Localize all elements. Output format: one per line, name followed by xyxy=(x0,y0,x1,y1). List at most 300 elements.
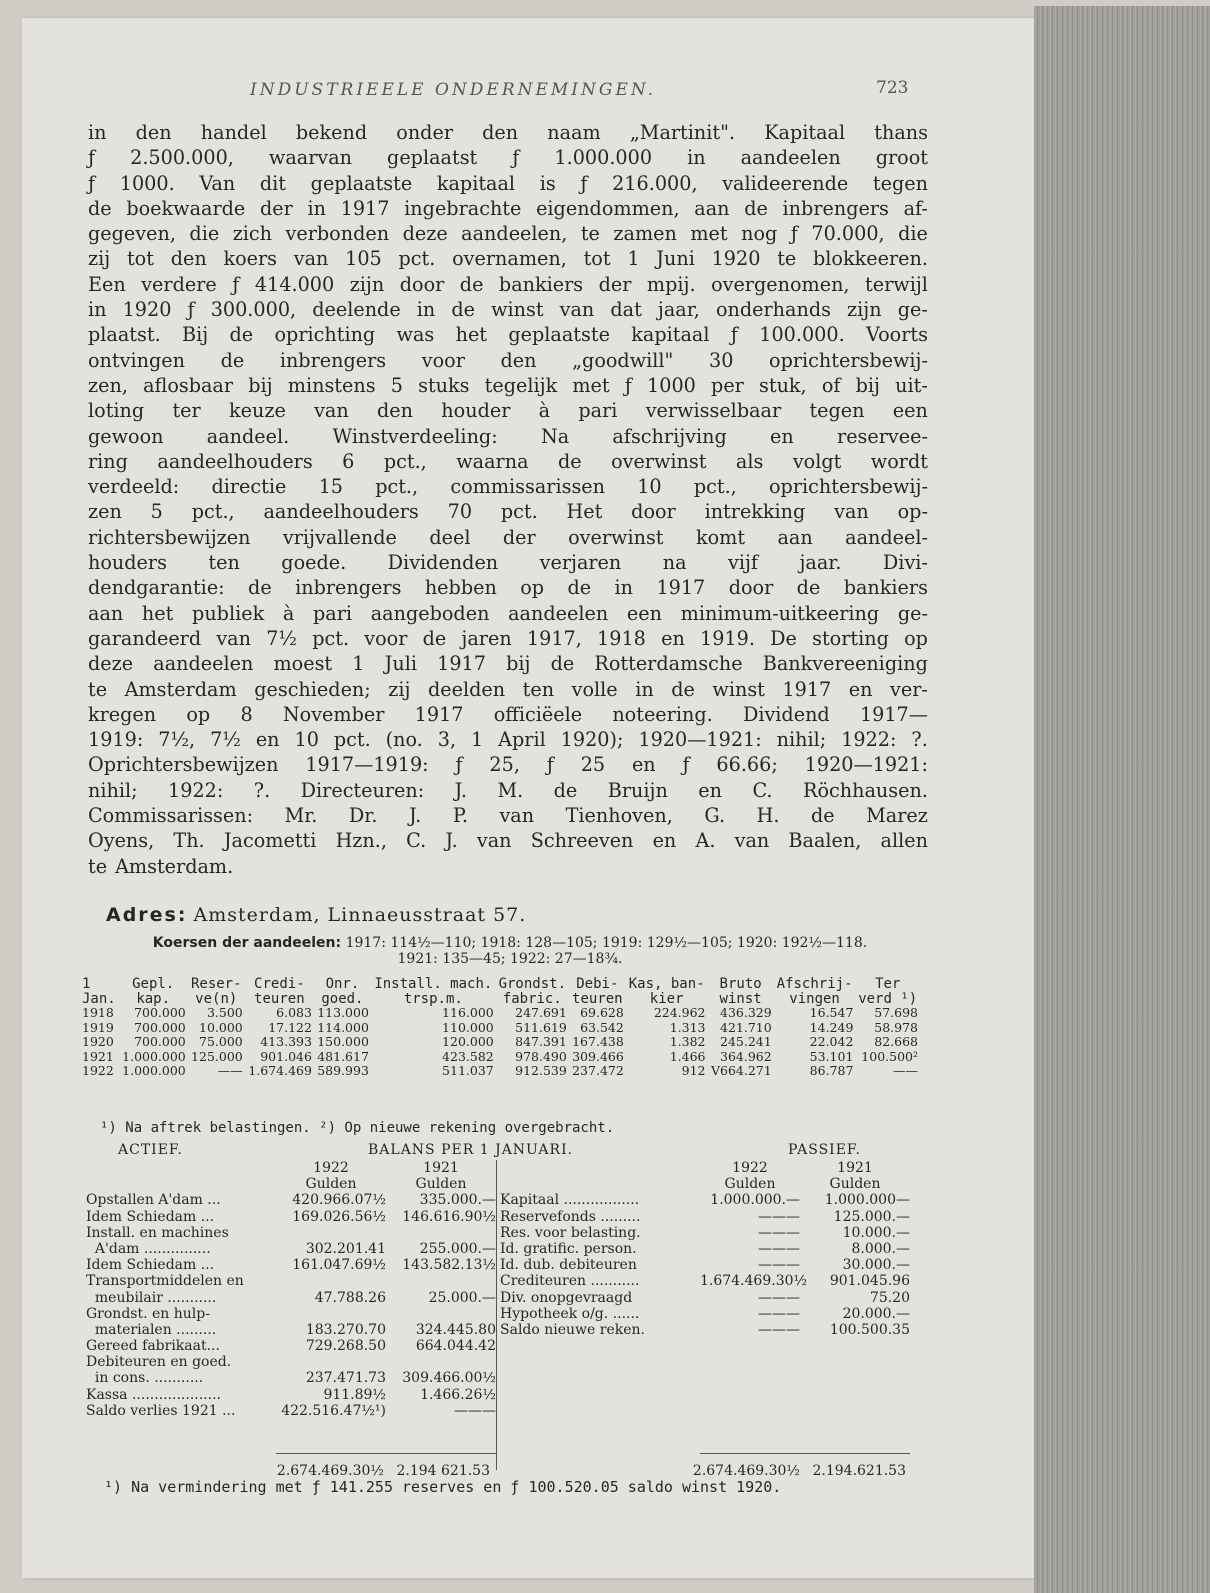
word: 1000. xyxy=(119,171,175,195)
word: reservee- xyxy=(837,424,928,448)
body-text xyxy=(88,120,928,879)
word: geschieden; xyxy=(254,677,371,701)
word: Bruijn xyxy=(607,778,668,802)
actief-label: Kassa .................... xyxy=(86,1386,221,1403)
passief-value-1922: ——— xyxy=(758,1257,800,1274)
word: zijn xyxy=(847,298,882,322)
word: 70.000, xyxy=(811,222,885,246)
word: 1917 xyxy=(437,652,486,676)
word: zijn xyxy=(349,272,385,296)
actief-label: Grondst. en hulp- xyxy=(86,1305,210,1322)
word: Een xyxy=(88,272,126,296)
passief-value-1922: 1.674.469.30½ xyxy=(700,1273,808,1290)
body-line xyxy=(88,120,928,145)
stats-header-cell: teuren xyxy=(254,990,305,1007)
word: 5 xyxy=(150,500,163,524)
word: te xyxy=(777,247,797,271)
word: gewoon xyxy=(88,424,164,448)
word: van xyxy=(293,247,329,271)
word: ƒ xyxy=(580,171,588,195)
word: in xyxy=(687,146,706,170)
word: November xyxy=(282,702,385,726)
body-line xyxy=(88,221,928,246)
actief-value-1921: 255.000.— xyxy=(419,1240,496,1257)
word: jaar. xyxy=(799,551,842,575)
word: J. xyxy=(408,804,422,828)
word: noteering. xyxy=(612,702,713,726)
word: geplaatste xyxy=(508,323,610,347)
stats-cell: 10.000 xyxy=(199,1019,243,1035)
word: Juli xyxy=(384,652,417,676)
word: 414.000 xyxy=(254,272,335,296)
stats-cell: 364.962 xyxy=(720,1048,772,1064)
word: handel xyxy=(200,121,267,144)
passief-value-1921: 100.500.35 xyxy=(829,1321,910,1338)
word: ƒ xyxy=(624,373,632,397)
body-line xyxy=(88,525,928,550)
word: 1920 xyxy=(711,247,761,271)
stats-cell: 1919 xyxy=(82,1019,114,1035)
actief-value-1922: 237.471.73 xyxy=(305,1370,386,1387)
passief-label: Hypotheek o/g. ...... xyxy=(500,1305,640,1322)
stats-header-cell: Ter xyxy=(875,976,901,992)
actief-value-1922: 169.026.56½ xyxy=(292,1208,386,1225)
address-label: Adres: xyxy=(106,904,188,926)
word: geplaatste xyxy=(310,171,413,195)
word: het xyxy=(455,323,488,347)
word: volgt xyxy=(792,449,842,473)
word: 10 xyxy=(294,728,319,752)
word: Na xyxy=(540,424,570,448)
word: 1920—1921: xyxy=(638,728,762,752)
word: te xyxy=(88,677,108,701)
actief-value-1921: 25.000.— xyxy=(428,1289,496,1306)
word: te xyxy=(88,854,108,878)
passief-row xyxy=(500,1322,920,1338)
word: was xyxy=(396,323,435,347)
word: Voorts xyxy=(866,323,928,347)
word: deel xyxy=(429,525,471,549)
word: Oyens, xyxy=(88,829,155,853)
word: Tienhoven, xyxy=(565,804,673,828)
word: de xyxy=(229,323,254,347)
word: „goodwill" xyxy=(572,348,674,372)
stats-header-cell: Kas, ban- xyxy=(628,976,705,992)
word: 7½ xyxy=(210,728,241,752)
word: en xyxy=(698,778,722,802)
stats-cell: 53.101 xyxy=(809,1048,854,1064)
balance-footnote: ¹) Na vermindering met ƒ 141.255 reserves en ƒ 100.520.05 saldo winst 1920. xyxy=(104,1478,782,1496)
actief-label: Saldo verlies 1921 ... xyxy=(86,1402,236,1419)
stats-cell: 114.000 xyxy=(317,1019,369,1035)
word: stuk, xyxy=(759,373,807,397)
word: (no. xyxy=(385,728,423,752)
word: zij xyxy=(388,677,411,701)
word: ƒ xyxy=(790,222,798,246)
word: gegeven, xyxy=(88,222,176,246)
word: 1918 xyxy=(597,626,646,650)
actief-title: ACTIEF. xyxy=(118,1142,183,1158)
word: en xyxy=(848,677,873,701)
word: 3, xyxy=(437,728,457,752)
word: Juni xyxy=(656,247,695,271)
word: pct., xyxy=(693,475,737,499)
word: door xyxy=(631,500,676,524)
actief-label: Debiteuren en goed. xyxy=(86,1354,232,1371)
word: intrekking xyxy=(704,500,806,524)
body-line xyxy=(88,601,928,626)
passief-value-1921: 1.000.000— xyxy=(824,1192,910,1209)
passief-row xyxy=(500,1257,920,1273)
word: 1 xyxy=(352,652,365,676)
word: zamen xyxy=(613,222,677,246)
stats-header-cell: Debi- xyxy=(576,976,619,992)
passief-label: Id. dub. debiteuren xyxy=(500,1257,637,1274)
body-line xyxy=(88,373,928,398)
address-line xyxy=(106,904,526,926)
passief-row xyxy=(500,1209,920,1225)
word: op xyxy=(186,702,211,726)
stats-cell: 413.393 xyxy=(260,1034,312,1049)
word: aandeel- xyxy=(845,525,928,549)
word: deze xyxy=(402,222,448,246)
stats-cell: 1921 xyxy=(82,1048,114,1064)
word: thans xyxy=(874,121,928,144)
word: op xyxy=(904,626,928,650)
word: 66.66; xyxy=(716,753,778,777)
word: oprichtersbewij- xyxy=(769,348,928,372)
actief-value-1921 xyxy=(386,1225,496,1241)
word: pari xyxy=(313,601,353,625)
word: 5 xyxy=(390,373,403,397)
word: op xyxy=(520,576,545,600)
actief-value-1921 xyxy=(386,1306,496,1322)
word: der xyxy=(259,196,293,220)
word: in xyxy=(88,121,107,144)
stats-cell: —— xyxy=(893,1063,918,1078)
word: de xyxy=(248,576,272,600)
word: naam xyxy=(547,121,601,144)
word: verjaren xyxy=(539,551,622,575)
passief-value-1921: 10.000.— xyxy=(842,1224,910,1241)
word: valideerende xyxy=(722,171,849,195)
year-header: 1922 xyxy=(313,1160,349,1176)
word: P. xyxy=(452,804,468,828)
word: April xyxy=(498,728,546,752)
word: de xyxy=(550,652,575,676)
passief-row xyxy=(500,1225,920,1241)
word: oprichtersbewij- xyxy=(769,475,928,499)
stats-cell: 1.000.000 xyxy=(122,1048,186,1064)
actief-label: meubilair ........... xyxy=(86,1289,217,1306)
body-line xyxy=(88,702,928,727)
passief-title: PASSIEF. xyxy=(788,1142,861,1158)
body-line xyxy=(88,449,928,474)
actief-row xyxy=(86,1387,496,1403)
body-line xyxy=(88,398,928,423)
word: 25, xyxy=(489,753,520,777)
word: dendgarantie: xyxy=(88,576,225,600)
actief-label: in cons. ........... xyxy=(86,1370,204,1387)
actief-label: materialen ......... xyxy=(86,1321,217,1338)
word: C. xyxy=(406,829,427,853)
stats-cell: 6.083 xyxy=(276,1005,312,1020)
word: jaar, xyxy=(657,298,700,322)
word: aandeelen xyxy=(153,652,254,676)
word: goede. xyxy=(281,551,347,575)
total-actief-1922: 2.674.469.30½ xyxy=(276,1463,384,1479)
word: den xyxy=(482,121,519,144)
actief-row xyxy=(86,1257,496,1273)
word: houder xyxy=(441,399,511,423)
totals-rule-right xyxy=(700,1453,910,1454)
word: deelende xyxy=(312,298,401,322)
word: mpij. xyxy=(646,272,696,296)
book-page-edges xyxy=(1034,6,1210,1593)
stats-cell: 82.668 xyxy=(874,1034,918,1049)
word: aandeelen, xyxy=(461,222,568,246)
word: groot xyxy=(875,146,928,170)
passief-label: Div. onopgevraagd xyxy=(500,1289,633,1306)
body-line xyxy=(88,348,928,373)
word: Hzn., xyxy=(335,829,387,853)
word: dit xyxy=(259,171,287,195)
word: aan xyxy=(88,601,124,625)
stats-cell: 1.000.000 xyxy=(122,1063,186,1078)
word: den xyxy=(500,348,537,372)
unit-header: Gulden xyxy=(415,1176,467,1193)
word: ter xyxy=(172,399,201,423)
body-line xyxy=(88,854,928,879)
word: 105 xyxy=(345,247,382,271)
passief-label: Res. voor belasting. xyxy=(500,1224,641,1241)
actief-value-1921: 324.445.80 xyxy=(415,1321,496,1338)
actief-value-1921: 309.466.00½ xyxy=(402,1370,496,1387)
word: zen xyxy=(88,500,122,524)
stats-row xyxy=(80,1006,920,1021)
word: wordt xyxy=(870,449,928,473)
stats-cell: —— xyxy=(217,1063,243,1078)
stats-cell: 700.000 xyxy=(134,1034,186,1049)
actief-row xyxy=(86,1322,496,1338)
stats-header-cell: Reser- xyxy=(190,976,242,992)
word: stuks xyxy=(418,373,470,397)
word: kapitaal xyxy=(631,323,710,347)
actief-value-1922: 911.89½ xyxy=(323,1386,386,1403)
body-line xyxy=(88,246,928,271)
body-line xyxy=(88,677,928,702)
passief-value-1922: ——— xyxy=(758,1321,800,1338)
actief-label: Transportmiddelen en xyxy=(86,1273,244,1290)
stats-cell: 423.582 xyxy=(442,1048,494,1064)
stats-header-cell: teuren xyxy=(572,990,623,1007)
word: van xyxy=(314,399,349,423)
word: van xyxy=(834,500,869,524)
word: Directeuren: xyxy=(300,778,425,802)
body-line xyxy=(88,474,928,499)
word: 300.000, xyxy=(210,298,297,322)
unit-header: Gulden xyxy=(724,1176,776,1193)
word: overwinst xyxy=(611,449,707,473)
word: afschrijving xyxy=(612,424,727,448)
stats-header-cell: ve(n) xyxy=(195,990,238,1007)
word: 15 xyxy=(318,475,343,499)
word: pct. xyxy=(398,247,436,271)
passief-value-1921: 20.000.— xyxy=(842,1305,910,1322)
word: in xyxy=(88,298,107,322)
word: storting xyxy=(812,626,889,650)
actief-row xyxy=(86,1241,496,1257)
passief-value-1922: ——— xyxy=(758,1224,800,1241)
word: ƒ xyxy=(88,146,96,170)
word: en xyxy=(661,626,685,650)
word: in xyxy=(416,298,436,322)
word: aandeel. xyxy=(206,424,290,448)
word: den xyxy=(377,399,414,423)
actief-value-1922: 183.270.70 xyxy=(305,1321,386,1338)
word: overwinst xyxy=(568,525,664,549)
passief-value-1921: 125.000.— xyxy=(833,1208,910,1225)
body-line xyxy=(88,424,928,449)
stats-cell: 847.391 xyxy=(515,1034,567,1049)
word: in xyxy=(635,677,654,701)
word: Het xyxy=(566,500,603,524)
word: 1 xyxy=(470,728,484,752)
stats-cell: 511.619 xyxy=(515,1019,567,1035)
word: met xyxy=(690,222,728,246)
word: per xyxy=(711,373,744,397)
passief-value-1921: 8.000.— xyxy=(851,1240,910,1257)
word: verwisselbaar xyxy=(645,399,782,423)
balance-divider xyxy=(496,1160,497,1470)
word: onderhands xyxy=(715,298,831,322)
word: ƒ xyxy=(512,146,520,170)
address-value: Amsterdam, Linnaeusstraat 57. xyxy=(193,904,527,926)
stats-header-cell: Install. mach. xyxy=(374,976,493,992)
word: winst xyxy=(491,298,544,322)
word: de xyxy=(459,272,484,296)
word: een xyxy=(626,601,662,625)
stats-header-cell: fabric. xyxy=(502,990,562,1007)
word: jaren xyxy=(461,626,512,650)
word: nog xyxy=(741,222,778,246)
stats-cell: 116.000 xyxy=(442,1005,494,1020)
actief-row xyxy=(86,1370,496,1386)
spacer xyxy=(86,1176,276,1192)
word: waarna xyxy=(456,449,529,473)
word: en xyxy=(631,753,656,777)
word: 1922: xyxy=(841,728,897,752)
stats-header-cell: Credi- xyxy=(254,976,305,992)
word: De xyxy=(770,626,797,650)
body-line xyxy=(88,752,928,777)
word: 7½ xyxy=(266,626,297,650)
stats-row xyxy=(80,1035,920,1050)
word: pct., xyxy=(375,475,419,499)
word: op- xyxy=(897,500,928,524)
word: die xyxy=(189,222,220,246)
word: C. xyxy=(752,778,773,802)
stats-cell: 978.490 xyxy=(515,1048,567,1064)
share-prices-label: Koersen der aandeelen: xyxy=(152,935,342,951)
word: houders xyxy=(88,551,167,575)
body-line xyxy=(88,272,928,297)
stats-header-cell: Gepl. xyxy=(132,976,175,992)
word: door xyxy=(728,576,774,600)
word: pct. xyxy=(500,500,538,524)
body-line xyxy=(88,297,928,322)
passief-label: Id. gratific. person. xyxy=(500,1240,637,1257)
stats-row xyxy=(80,1050,920,1065)
word: bij xyxy=(855,373,881,397)
stats-cell: 16.547 xyxy=(809,1005,854,1020)
word: verdere xyxy=(141,272,217,296)
word: ?. xyxy=(911,728,928,752)
stats-cell: 100.500² xyxy=(861,1048,918,1064)
passief-label: Crediteuren ........... xyxy=(500,1273,640,1290)
word: 1917 xyxy=(414,702,464,726)
word: 1917 xyxy=(340,196,390,220)
word: en xyxy=(652,829,677,853)
word: Schreeven xyxy=(530,829,634,853)
word: de xyxy=(88,196,112,220)
word: 1 xyxy=(627,247,640,271)
passief-value-1921: 75.20 xyxy=(869,1289,910,1306)
actief-row xyxy=(86,1338,496,1354)
stats-cell: 69.628 xyxy=(580,1005,624,1020)
word: nihil; xyxy=(776,728,827,752)
word: publiek xyxy=(192,601,265,625)
stats-cell: 511.037 xyxy=(442,1063,494,1078)
word: Amsterdam. xyxy=(115,854,234,878)
word: 1000 xyxy=(647,373,696,397)
word: pct., xyxy=(191,500,235,524)
word: van xyxy=(499,804,535,828)
word: zij xyxy=(88,247,111,271)
word: overnamen, xyxy=(452,247,567,271)
stats-cell: 120.000 xyxy=(442,1034,494,1049)
body-line xyxy=(88,626,928,651)
word: tegelijk xyxy=(484,373,558,397)
word: ƒ xyxy=(187,298,195,322)
word: is xyxy=(539,171,556,195)
stats-cell: 1.313 xyxy=(669,1019,706,1035)
word: J. xyxy=(454,778,467,802)
word: ontvingen xyxy=(88,348,185,372)
total-passief-1922: 2.674.469.30½ xyxy=(692,1463,800,1479)
word: minimum-uitkeering xyxy=(680,601,880,625)
word: der xyxy=(598,272,632,296)
body-line xyxy=(88,575,928,600)
word: ingebrachte xyxy=(404,196,522,220)
word: allen xyxy=(880,829,928,853)
word: à xyxy=(282,601,295,625)
body-line xyxy=(88,322,928,347)
actief-value-1922: 302.201.41 xyxy=(305,1240,386,1257)
passief-value-1922: ——— xyxy=(758,1305,800,1322)
actief-row xyxy=(86,1273,496,1289)
actief-value-1922: 47.788.26 xyxy=(314,1289,386,1306)
word: J. xyxy=(445,829,458,853)
stats-cell: 1.466 xyxy=(669,1048,706,1064)
passief-value-1922: ——— xyxy=(758,1208,800,1225)
stats-cell: 1920 xyxy=(82,1034,114,1049)
stats-cell: 912.539 xyxy=(515,1063,567,1078)
body-line xyxy=(88,651,928,676)
stats-cell: 436.329 xyxy=(720,1005,772,1020)
word: plaatst. xyxy=(88,323,161,347)
word: verbonden xyxy=(285,222,390,246)
